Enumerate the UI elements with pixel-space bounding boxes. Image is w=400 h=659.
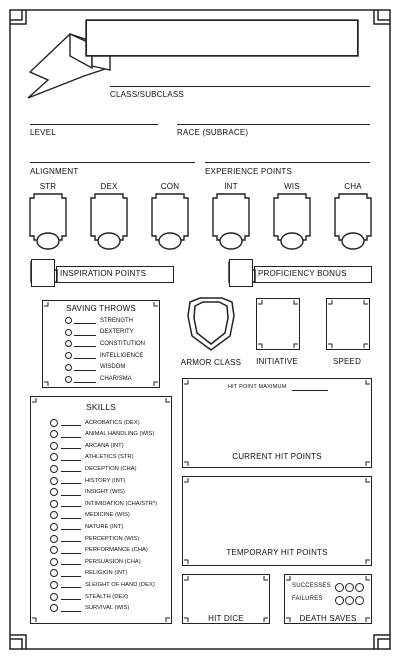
skills-title: SKILLS [85,402,117,412]
save-name: DEXTERITY [100,329,134,336]
class-label: CLASS/SUBCLASS [110,90,184,99]
ability-label-5: CHA [344,182,362,191]
level-label: LEVEL [30,128,56,137]
hit-dice-label: HIT DICE [208,614,244,623]
alignment-label: ALIGNMENT [30,167,79,176]
skill-name: MEDICINE (WIS) [85,512,130,519]
save-name: CONSTITUTION [100,340,145,347]
skill-name: STEALTH (DEX) [85,593,129,600]
save-name: WISDOM [100,364,126,371]
skill-name: ANIMAL HANDLING (WIS) [85,431,155,438]
ability-label-4: WIS [284,182,300,191]
death-saves-title: DEATH SAVES [299,614,357,623]
ability-label-1: DEX [100,182,118,191]
skill-name: INSIGHT (WIS) [85,489,125,496]
skill-name: SLEIGHT OF HAND (DEX) [85,581,155,588]
ability-label-2: CON [160,182,180,191]
inspiration-label: INSPIRATION POINTS [60,269,147,278]
skill-name: HISTORY (INT) [85,477,126,484]
save-name: STRENGTH [100,317,133,324]
skill-name: PERFORMANCE (CHA) [85,547,148,554]
current-hp-label: CURRENT HIT POINTS [232,452,322,461]
ability-label-3: INT [224,182,238,191]
skill-name: ARCANA (INT) [85,442,124,449]
skill-name: ACROBATICS (DEX) [85,419,140,426]
initiative-label: INITIATIVE [256,357,298,366]
notch-path [32,300,370,622]
armor-class-label: ARMOR CLASS [180,358,242,367]
skill-name: PERCEPTION (WIS) [85,535,140,542]
experience-label: EXPERIENCE POINTS [205,167,292,176]
skill-name: NATURE (INT) [85,523,124,530]
skill-name: SURVIVAL (WIS) [85,605,130,612]
skill-name: INTIMIDATION (CHA/STR*) [85,500,158,507]
skill-name: ATHLETICS (STR) [85,454,134,461]
failures-label: FAILURES [292,596,323,602]
temp-hp-label: TEMPORARY HIT POINTS [226,548,328,557]
save-name: CHARISMA [100,376,132,382]
successes-label: SUCCESSES [292,583,331,589]
hp-max-label: HIT POINT MAXIMUM [228,384,287,390]
skill-name: RELIGION (INT) [85,570,128,577]
skill-name: PERSUASION (CHA) [85,558,141,565]
ability-label-0: STR [39,182,57,191]
speed-label: SPEED [332,357,362,366]
save-name: INTELLIGENCE [100,352,144,359]
saving-throws-title: SAVING THROWS [66,304,136,313]
race-label: RACE (SUBRACE) [177,128,249,137]
skill-name: DECEPTION (CHA) [85,465,137,472]
proficiency-label: PROFICIENCY BONUS [258,269,347,278]
